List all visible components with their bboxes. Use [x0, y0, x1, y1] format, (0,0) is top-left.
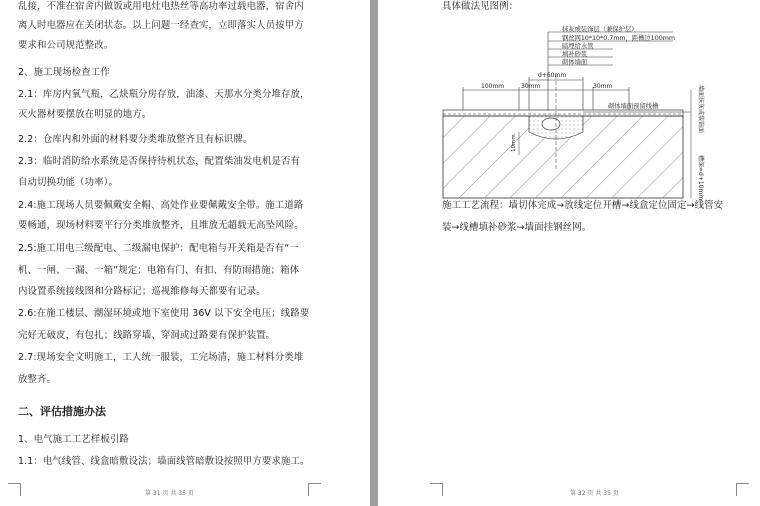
- groove-label: 砌体墙面预留线槽: [608, 103, 659, 110]
- text-line: 2.7:现场安全文明施工，工人统一服装，工完场清，施工材料分类堆: [18, 352, 304, 363]
- legend-label: 砌体墙面: [562, 59, 588, 66]
- legend-label: 钢丝网10*10*0.7mm，距槽边100mm: [562, 35, 675, 42]
- crop-mark: [308, 483, 321, 496]
- text-line: 2.5:施工用电三级配电、二级漏电保护：配电箱与开关箱是否有“一: [18, 243, 299, 254]
- finish-label: 墙面抹灰或装饰面: [697, 85, 704, 134]
- text-line: 自动切换功能（功率）。: [18, 177, 119, 188]
- text-line: 要畅通，现场材料要平行分类堆放整齐，且堆放无超载无高坠风险。: [18, 220, 304, 231]
- dimension-label: d+60mm: [538, 72, 567, 79]
- text-line: 施工工艺流程：墙切体完成→放线定位开槽→线盒定位固定→线管安: [442, 200, 724, 211]
- legend-label: 抹灰或装饰层（兼保护层）: [562, 26, 638, 33]
- finish-layer: [443, 110, 683, 116]
- page-footer: 第 32 页 共 35 页: [570, 490, 619, 497]
- document-page-left: [0, 0, 370, 506]
- dimension-label: 30mm: [521, 83, 541, 90]
- legend-label: 填补砂浆: [562, 51, 588, 58]
- page-footer: 第 31 页 共 35 页: [145, 490, 194, 497]
- section-heading: 二、评估措施办法: [18, 405, 106, 418]
- depth-label: 槽深=d+10mm: [697, 155, 704, 200]
- text-line: 2.2：仓库内和外面的材料要分类堆放整齐且有标识牌。: [18, 134, 253, 145]
- text-line: 要求和公司规范整改。: [18, 40, 114, 51]
- text-line: 装→线槽填补砂浆→墙面挂钢丝网。: [442, 222, 592, 233]
- text-line: 1.1：电气线管、线盒暗敷设法；墙面线管暗敷设按照甲方要求施工。: [18, 456, 310, 467]
- document-page-right: [378, 0, 760, 506]
- dimension-label: 100mm: [481, 83, 505, 90]
- text-line: 2.3：临时消防给水系统是否保持待机状态，配置柴油发电机是否有: [18, 156, 301, 167]
- text-line: 放整齐。: [18, 374, 57, 385]
- crop-mark: [430, 483, 443, 496]
- text-line: 内设置系统接线图和分路标记；巡视维修每天都要有记录。: [18, 286, 266, 297]
- text-line: 离人时电器应在关闭状态。以上问题一经查实，立即落实人员按甲方: [18, 20, 304, 31]
- dimension-label: 30mm: [593, 83, 613, 90]
- embedded-pipe: [542, 118, 560, 130]
- text-line: 2.1：库房内氧气瓶，乙炔瓶分房存放，油漆、天那水分类分堆存放，: [18, 89, 310, 100]
- legend-label: 暗埋给水管: [562, 43, 594, 50]
- text-line: 2.4:施工现场人员要佩戴安全帽、高处作业要佩戴安全带。施工道路: [18, 200, 304, 211]
- text-line: 完好无破皮，有包扎；线路穿墙、穿洞或过路要有保护装置。: [18, 330, 276, 341]
- text-line: 机、一闸、一漏、一箱”规定；电箱有门、有扣、有防雨措施；箱体: [18, 265, 300, 276]
- crop-mark: [736, 483, 749, 496]
- text-line: 2.6:在施工楼层、潮湿环境或地下室使用 36V 以下安全电压；线路要: [18, 308, 310, 319]
- crop-mark: [8, 483, 21, 496]
- text-line: 乱接，不准在宿舍内做饭或用电灶电热丝等高功率过载电器，宿舍内: [18, 1, 304, 12]
- dimension-label: 10mm: [511, 134, 517, 152]
- page-gutter: [370, 0, 378, 506]
- section-subheading: 2、施工现场检查工作: [18, 67, 110, 78]
- text-line: 具体做法见图例：: [442, 1, 519, 12]
- text-line: 灭火器材要摆放在明显的地方。: [18, 109, 152, 120]
- text-line: 1、电气施工工艺样板引路: [18, 434, 129, 445]
- wall-groove-diagram: [433, 20, 758, 200]
